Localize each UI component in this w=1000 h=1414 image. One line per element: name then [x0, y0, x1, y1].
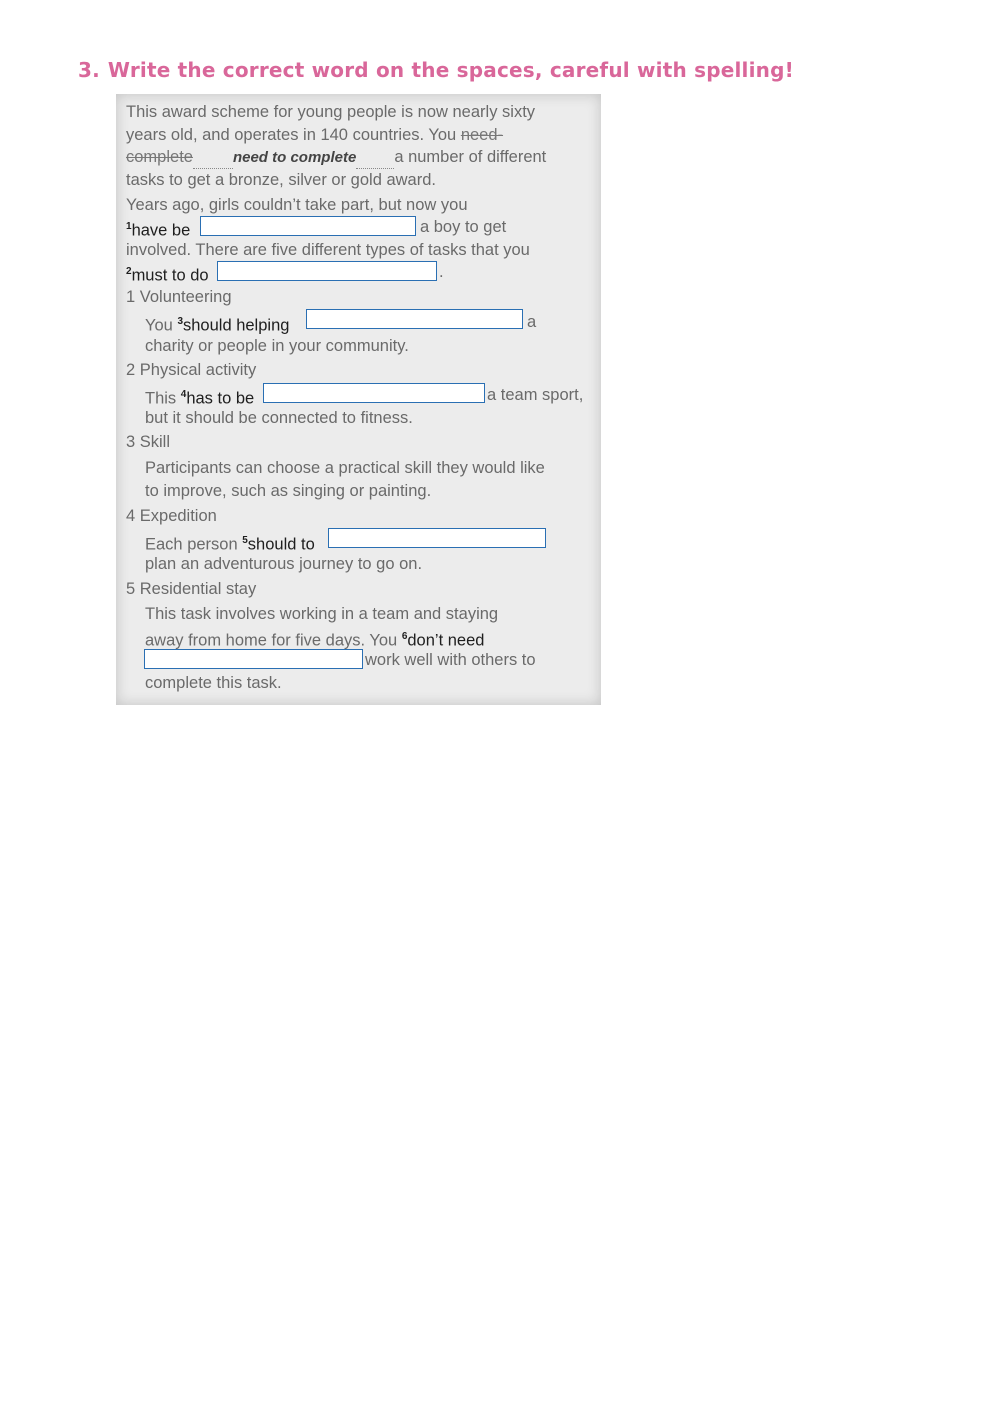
question-6-line	[145, 626, 484, 648]
question-1-after: a boy to get	[420, 218, 507, 236]
question-6-after: work well with others to	[365, 651, 536, 669]
exercise-heading	[78, 58, 794, 82]
question-6-prompt: don’t need	[407, 631, 485, 650]
para2-line-3: involved. There are five different types of tasks that you	[126, 241, 530, 259]
section-4-title: 4 Expedition	[126, 507, 217, 525]
intro-line-3-text: a number of different	[394, 148, 547, 166]
section-3-line-2: to improve, such as singing or painting.	[145, 482, 432, 500]
section-1-title: 1 Volunteering	[126, 288, 232, 306]
question-2-after: .	[439, 263, 444, 281]
question-1-number: 1	[126, 221, 132, 232]
answer-6-input[interactable]	[144, 649, 363, 669]
question-4-line	[145, 384, 254, 406]
answer-3-input[interactable]	[306, 309, 523, 329]
question-3-after: a	[527, 313, 537, 331]
question-4-prompt: has to be	[186, 389, 255, 408]
section-1-line-2: charity or people in your community.	[145, 337, 409, 355]
intro-line-1: This award scheme for young people is now nearly sixty	[126, 103, 536, 121]
question-4-number: 4	[180, 389, 187, 400]
answer-5-input[interactable]	[328, 528, 546, 548]
question-1-prompt: have be	[131, 221, 191, 240]
question-1-line	[126, 216, 190, 238]
section-5-line-1: This task involves working in a team and staying	[145, 605, 499, 623]
question-2-line	[126, 261, 209, 283]
question-3-line	[145, 311, 289, 333]
question-5-before: Each person	[145, 535, 243, 554]
question-4-after: a team sport,	[487, 386, 584, 404]
section-2-title: 2 Physical activity	[126, 361, 257, 379]
exercise-panel	[116, 94, 601, 705]
exercise-instruction: Write the correct word on the spaces, careful with spelling!	[107, 58, 794, 82]
section-4-line-2: plan an adventurous journey to go on.	[145, 555, 423, 573]
question-6-before: away from home for five days. You	[145, 631, 402, 650]
answer-4-input[interactable]	[263, 383, 485, 403]
question-2-prompt: must to do	[131, 266, 209, 285]
intro-line-2	[126, 124, 503, 146]
question-5-line	[145, 530, 315, 552]
exercise-number: 3.	[78, 58, 100, 82]
question-4-before: This	[145, 389, 181, 408]
answer-1-input[interactable]	[200, 216, 416, 236]
dotted-line-left	[193, 146, 233, 169]
section-5-title: 5 Residential stay	[126, 580, 257, 598]
question-5-prompt: should to	[247, 535, 315, 554]
question-5-number: 5	[242, 535, 248, 546]
dotted-line-right	[356, 146, 394, 169]
question-2-number: 2	[126, 266, 132, 277]
crossed-out-word-2: complete	[126, 148, 193, 166]
example-answer: need to complete	[232, 149, 357, 166]
question-3-prompt: should helping	[183, 316, 290, 335]
question-3-before: You	[145, 316, 178, 335]
intro-line-2-text: years old, and operates in 140 countries. You	[126, 126, 461, 144]
crossed-out-word-1: need-	[460, 126, 504, 144]
section-5-line-4: complete this task.	[145, 674, 282, 692]
answer-2-input[interactable]	[217, 261, 437, 281]
section-3-title: 3 Skill	[126, 433, 171, 451]
question-3-number: 3	[177, 316, 183, 327]
section-2-line-2: but it should be connected to fitness.	[145, 409, 413, 427]
section-3-line-1: Participants can choose a practical skill they would like	[145, 459, 545, 477]
intro-line-3	[126, 146, 546, 168]
para2-line-1: Years ago, girls couldn’t take part, but now you	[126, 196, 468, 214]
question-6-number: 6	[401, 631, 408, 642]
intro-line-4: tasks to get a bronze, silver or gold award.	[126, 171, 436, 189]
